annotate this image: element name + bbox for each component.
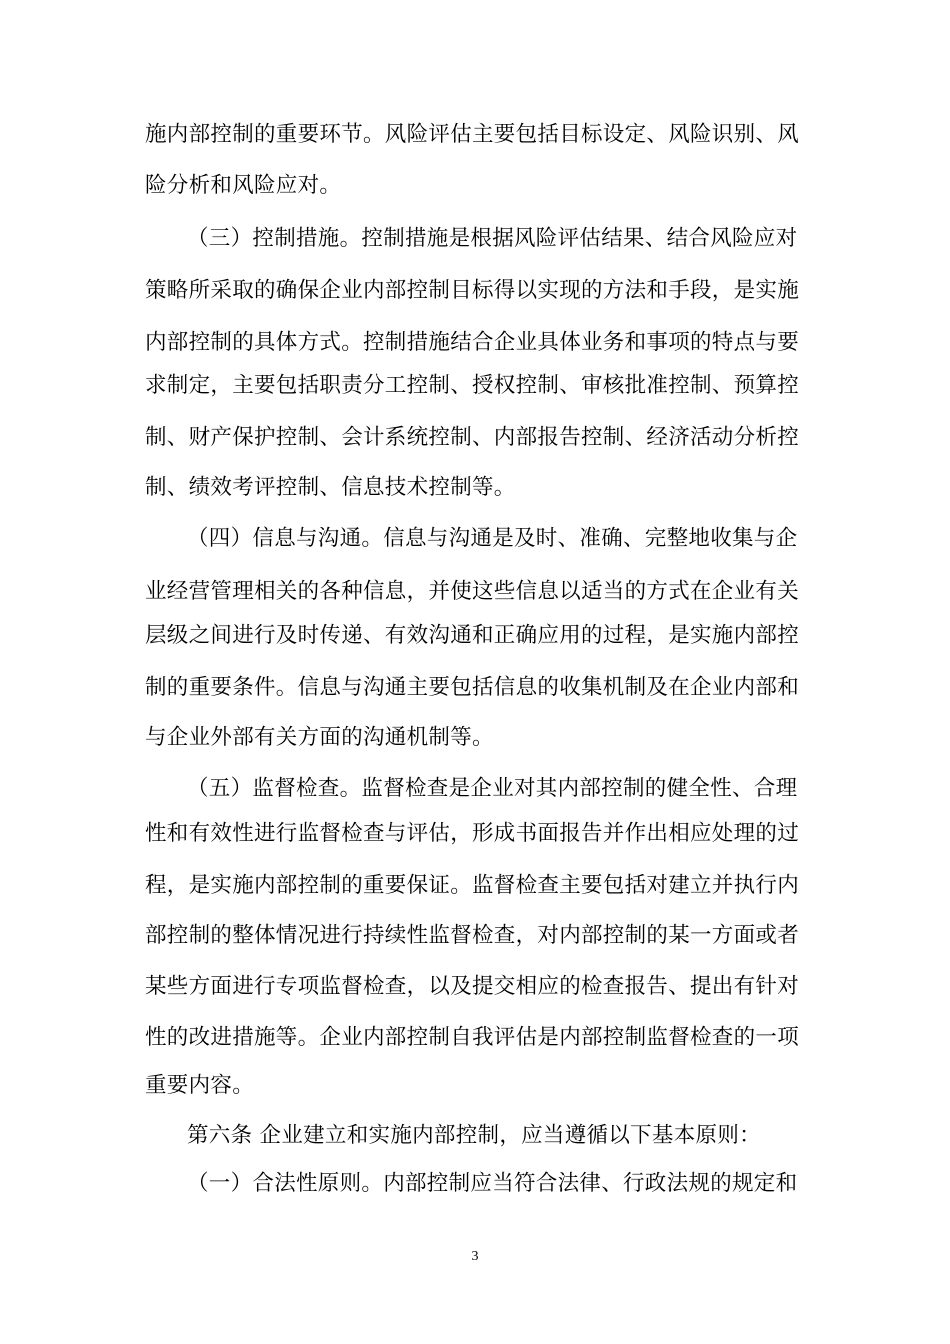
text-line: 程，是实施内部控制的重要保证。监督检查主要包括对建立并执行内	[145, 873, 800, 898]
text-line: 层级之间进行及时传递、有效沟通和正确应用的过程，是实施内部控	[145, 623, 800, 648]
text-line: 策略所采取的确保企业内部控制目标得以实现的方法和手段，是实施	[145, 278, 800, 303]
text-line: （五）监督检查。监督检查是企业对其内部控制的健全性、合理	[187, 776, 798, 801]
text-line: 内部控制的具体方式。控制措施结合企业具体业务和事项的特点与要	[145, 330, 800, 355]
text-line: 业经营管理相关的各种信息，并使这些信息以适当的方式在企业有关	[145, 579, 800, 604]
text-line: （三）控制措施。控制措施是根据风险评估结果、结合风险应对	[187, 226, 798, 251]
text-line: 制、绩效考评控制、信息技术控制等。	[145, 475, 516, 500]
text-line: 施内部控制的重要环节。风险评估主要包括目标设定、风险识别、风	[145, 122, 800, 147]
text-line: 性和有效性进行监督检查与评估，形成书面报告并作出相应处理的过	[145, 821, 800, 846]
text-line: 部控制的整体情况进行持续性监督检查，对内部控制的某一方面或者	[145, 923, 800, 948]
text-line: 求制定，主要包括职责分工控制、授权控制、审核批准控制、预算控	[145, 373, 800, 398]
text-line: （四）信息与沟通。信息与沟通是及时、准确、完整地收集与企	[187, 526, 798, 551]
text-line: （一）合法性原则。内部控制应当符合法律、行政法规的规定和	[187, 1171, 798, 1196]
text-line: 制、财产保护控制、会计系统控制、内部报告控制、经济活动分析控	[145, 425, 800, 450]
text-line: 重要内容。	[145, 1073, 255, 1098]
text-line: 与企业外部有关方面的沟通机制等。	[145, 725, 494, 750]
text-line: 性的改进措施等。企业内部控制自我评估是内部控制监督检查的一项	[145, 1025, 800, 1050]
article-heading-line: 第六条 企业建立和实施内部控制，应当遵循以下基本原则：	[187, 1123, 761, 1148]
text-line: 某些方面进行专项监督检查，以及提交相应的检查报告、提出有针对	[145, 974, 800, 999]
page-number: 3	[471, 1249, 479, 1264]
text-line: 制的重要条件。信息与沟通主要包括信息的收集机制及在企业内部和	[145, 675, 800, 700]
text-line: 险分析和风险应对。	[145, 173, 342, 198]
